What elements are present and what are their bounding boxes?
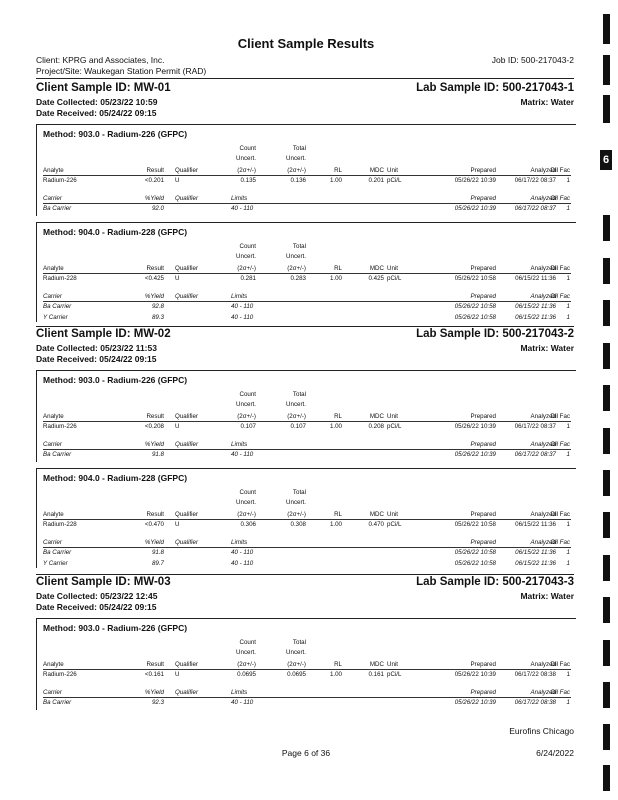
cell-prepared: Prepared (470, 265, 496, 272)
cell-result: Result (146, 413, 164, 420)
cell-unit: pCi/L (387, 423, 402, 430)
cell-mdc: MDC (369, 265, 384, 272)
cell-total: Total (292, 391, 306, 398)
cell-count: Uncert. (236, 155, 256, 162)
cell-analyzed: 06/15/22 11:36 (515, 549, 556, 556)
matrix: Matrix: Water (520, 591, 574, 601)
cell-rl: 1.00 (329, 671, 342, 678)
cell-unit: pCi/L (387, 521, 402, 528)
cell-analyzed: Analyzed (530, 441, 556, 448)
tab-marker (603, 470, 610, 496)
tab-marker (603, 555, 610, 581)
cell-analyzed: 06/15/22 11:36 (515, 275, 556, 282)
cell-count: Count (239, 489, 256, 496)
cell-total: 0.308 (290, 521, 306, 528)
cell-prepared: 05/26/22 10:39 (454, 671, 496, 678)
cell-analyzed: 06/17/22 08:38 (514, 699, 556, 706)
cell-unit: Unit (387, 511, 399, 518)
cell-rl: RL (334, 413, 342, 420)
cell-qualifier: Qualifier (175, 413, 199, 420)
cell-analyte: Radium-226 (43, 423, 77, 430)
cell-analyte: Carrier (43, 539, 62, 546)
project-site: Project/Site: Waukegan Station Permit (RAD) (36, 66, 207, 76)
footer-date: 6/24/2022 (536, 748, 574, 758)
cell-result: 89.7 (151, 560, 164, 567)
cell-count: (2σ+/-) (237, 511, 256, 518)
cell-mdc: MDC (369, 167, 384, 174)
cell-total: (2σ+/-) (287, 265, 306, 272)
cell-rl: 1.00 (329, 423, 342, 430)
cell-total: Uncert. (286, 253, 306, 260)
cell-analyzed: 06/15/22 11:36 (515, 314, 556, 321)
tab-marker (603, 640, 610, 666)
cell-mdc: 0.470 (368, 521, 384, 528)
cell-count: Limits (231, 539, 248, 546)
cell-count: Uncert. (236, 499, 256, 506)
cell-total: 0.283 (290, 275, 306, 282)
method-title: Method: 903.0 - Radium-226 (GFPC) (43, 623, 188, 633)
cell-result: %Yield (144, 689, 164, 696)
cell-prepared: 05/26/22 10:58 (454, 521, 496, 528)
cell-total: (2σ+/-) (287, 413, 306, 420)
cell-prepared: Prepared (470, 413, 496, 420)
page-title: Client Sample Results (237, 36, 375, 51)
cell-total: (2σ+/-) (287, 511, 306, 518)
carrier-rule (43, 203, 571, 204)
method-block (36, 618, 576, 710)
cell-result: %Yield (144, 293, 164, 300)
cell-prepared: 05/26/22 10:39 (454, 699, 496, 706)
cell-qualifier: Qualifier (175, 539, 199, 546)
cell-mdc: MDC (369, 661, 384, 668)
cell-analyzed: 06/17/22 08:37 (514, 423, 556, 430)
cell-rl: RL (334, 661, 342, 668)
cell-analyzed: Analyzed (530, 539, 556, 546)
cell-count: (2σ+/-) (237, 265, 256, 272)
cell-mdc: 0.425 (368, 275, 384, 282)
cell-count: Limits (231, 293, 248, 300)
cell-analyte: Ba Carrier (43, 451, 72, 458)
cell-dil: Dil Fac (550, 661, 570, 668)
cell-mdc: 0.161 (368, 671, 384, 678)
cell-dil: Dil Fac (550, 539, 570, 546)
cell-prepared: 05/26/22 10:58 (454, 275, 496, 282)
tab-marker (603, 428, 610, 454)
client-name: Client: KPRG and Associates, Inc. (36, 55, 165, 65)
cell-total: Uncert. (286, 401, 306, 408)
carrier-rule (43, 697, 571, 698)
cell-count: Uncert. (236, 253, 256, 260)
cell-qualifier: Qualifier (175, 195, 199, 202)
cell-rl: 1.00 (329, 275, 342, 282)
cell-analyte: Analyte (43, 413, 64, 420)
section-tab-number: 6 (600, 150, 612, 170)
cell-analyte: Carrier (43, 441, 62, 448)
cell-result: 92.0 (151, 205, 164, 212)
cell-total: Total (292, 639, 306, 646)
cell-qualifier: Qualifier (175, 689, 199, 696)
cell-dil: 1 (566, 423, 570, 430)
cell-result: <0.161 (144, 671, 164, 678)
cell-analyzed: Analyzed (530, 511, 556, 518)
cell-dil: 1 (566, 177, 570, 184)
cell-rl: RL (334, 167, 342, 174)
cell-result: 92.3 (151, 699, 164, 706)
cell-analyzed: 06/17/22 08:38 (514, 671, 556, 678)
client-sample-id: Client Sample ID: MW-01 (36, 82, 171, 94)
sample-divider (36, 326, 574, 327)
cell-count: (2σ+/-) (237, 167, 256, 174)
cell-dil: Dil Fac (550, 413, 570, 420)
cell-mdc: 0.208 (368, 423, 384, 430)
cell-rl: RL (334, 511, 342, 518)
cell-prepared: Prepared (470, 689, 496, 696)
footer-page-number: Page 6 of 36 (281, 748, 331, 758)
method-block (36, 468, 576, 568)
cell-result: 91.8 (151, 549, 164, 556)
carrier-rule (43, 449, 571, 450)
cell-count: 0.281 (240, 275, 256, 282)
cell-count: 0.107 (240, 423, 256, 430)
cell-analyzed: 06/17/22 08:37 (514, 205, 556, 212)
cell-rl: 1.00 (329, 177, 342, 184)
cell-analyzed: 06/15/22 11:36 (515, 303, 556, 310)
cell-qualifier: U (175, 521, 180, 528)
method-title: Method: 904.0 - Radium-228 (GFPC) (43, 227, 188, 237)
cell-mdc: 0.201 (368, 177, 384, 184)
cell-prepared: Prepared (470, 195, 496, 202)
cell-dil: 1 (566, 451, 570, 458)
cell-total: (2σ+/-) (287, 661, 306, 668)
footer-company: Eurofins Chicago (509, 726, 574, 736)
cell-prepared: Prepared (470, 539, 496, 546)
cell-dil: 1 (566, 521, 570, 528)
cell-count: Limits (231, 441, 248, 448)
cell-unit: pCi/L (387, 177, 402, 184)
method-block (36, 222, 576, 322)
cell-prepared: Prepared (470, 441, 496, 448)
cell-count: 0.306 (240, 521, 256, 528)
cell-total: Uncert. (286, 649, 306, 656)
cell-prepared: Prepared (470, 167, 496, 174)
lab-sample-id: Lab Sample ID: 500-217043-3 (416, 576, 574, 588)
cell-prepared: Prepared (470, 661, 496, 668)
cell-total: (2σ+/-) (287, 167, 306, 174)
cell-count: Count (239, 391, 256, 398)
tab-marker (603, 597, 610, 623)
tab-marker (603, 385, 610, 411)
cell-dil: 1 (566, 275, 570, 282)
cell-analyte: Y Carrier (43, 314, 68, 321)
tab-marker (603, 14, 610, 44)
cell-analyte: Y Carrier (43, 560, 68, 567)
cell-dil: 1 (566, 671, 570, 678)
method-block (36, 370, 576, 462)
cell-prepared: 05/26/22 10:58 (454, 549, 496, 556)
cell-mdc: MDC (369, 511, 384, 518)
tab-marker (603, 512, 610, 538)
tab-marker (603, 343, 610, 369)
cell-total: Total (292, 489, 306, 496)
cell-count: 40 - 110 (231, 560, 254, 567)
header-rule (43, 273, 571, 274)
cell-result: %Yield (144, 441, 164, 448)
method-title: Method: 904.0 - Radium-228 (GFPC) (43, 473, 188, 483)
date-collected: Date Collected: 05/23/22 11:53 (36, 343, 157, 353)
cell-count: 40 - 110 (231, 205, 254, 212)
cell-qualifier: Qualifier (175, 661, 199, 668)
cell-dil: Dil Fac (550, 195, 570, 202)
cell-count: (2σ+/-) (237, 413, 256, 420)
cell-result: Result (146, 661, 164, 668)
date-received: Date Received: 05/24/22 09:15 (36, 602, 157, 612)
cell-analyte: Ba Carrier (43, 205, 72, 212)
cell-analyzed: 06/15/22 11:36 (515, 521, 556, 528)
cell-unit: Unit (387, 661, 399, 668)
method-title: Method: 903.0 - Radium-226 (GFPC) (43, 375, 188, 385)
cell-analyte: Analyte (43, 167, 64, 174)
cell-dil: Dil Fac (550, 167, 570, 174)
job-id: Job ID: 500-217043-2 (491, 55, 574, 65)
cell-analyzed: 06/17/22 08:37 (514, 177, 556, 184)
cell-total: 0.107 (290, 423, 306, 430)
cell-total: 0.0695 (287, 671, 306, 678)
cell-dil: 1 (566, 303, 570, 310)
cell-count: Limits (231, 195, 248, 202)
cell-unit: Unit (387, 413, 399, 420)
cell-result: Result (146, 511, 164, 518)
cell-qualifier: U (175, 275, 180, 282)
cell-analyte: Radium-228 (43, 521, 77, 528)
sample-header (36, 328, 574, 366)
cell-count: Uncert. (236, 649, 256, 656)
date-received: Date Received: 05/24/22 09:15 (36, 354, 157, 364)
header-divider (36, 78, 574, 79)
cell-count: Count (239, 145, 256, 152)
date-collected: Date Collected: 05/23/22 10:59 (36, 97, 158, 107)
tab-marker (603, 724, 610, 750)
cell-dil: Dil Fac (550, 265, 570, 272)
matrix: Matrix: Water (520, 343, 574, 353)
cell-count: (2σ+/-) (237, 661, 256, 668)
cell-prepared: 05/26/22 10:39 (454, 177, 496, 184)
cell-dil: Dil Fac (550, 441, 570, 448)
sample-header (36, 82, 574, 120)
cell-analyzed: Analyzed (530, 413, 556, 420)
cell-count: 0.0695 (237, 671, 256, 678)
cell-total: Uncert. (286, 499, 306, 506)
matrix: Matrix: Water (520, 97, 574, 107)
cell-qualifier: U (175, 671, 180, 678)
cell-dil: Dil Fac (550, 511, 570, 518)
cell-analyte: Carrier (43, 293, 62, 300)
lab-sample-id: Lab Sample ID: 500-217043-1 (416, 82, 574, 94)
cell-unit: Unit (387, 265, 399, 272)
cell-prepared: Prepared (470, 511, 496, 518)
cell-dil: Dil Fac (550, 293, 570, 300)
cell-prepared: Prepared (470, 293, 496, 300)
cell-count: Count (239, 243, 256, 250)
cell-count: Limits (231, 689, 248, 696)
client-sample-id: Client Sample ID: MW-03 (36, 576, 171, 588)
cell-dil: 1 (566, 560, 570, 567)
lab-sample-id: Lab Sample ID: 500-217043-2 (416, 328, 574, 340)
cell-qualifier: U (175, 177, 180, 184)
cell-analyzed: Analyzed (530, 195, 556, 202)
cell-prepared: 05/26/22 10:58 (454, 303, 496, 310)
cell-count: 40 - 110 (231, 451, 254, 458)
cell-unit: pCi/L (387, 275, 402, 282)
cell-qualifier: Qualifier (175, 441, 199, 448)
tab-marker (603, 215, 610, 241)
carrier-rule (43, 301, 571, 302)
cell-count: 40 - 110 (231, 303, 254, 310)
tab-marker (603, 95, 610, 123)
cell-analyzed: Analyzed (530, 265, 556, 272)
cell-count: 40 - 110 (231, 549, 254, 556)
cell-mdc: MDC (369, 413, 384, 420)
cell-qualifier: Qualifier (175, 265, 199, 272)
carrier-rule (43, 547, 571, 548)
sample-divider (36, 574, 574, 575)
cell-prepared: 05/26/22 10:58 (454, 314, 496, 321)
cell-total: Total (292, 145, 306, 152)
header-rule (43, 669, 571, 670)
cell-qualifier: Qualifier (175, 167, 199, 174)
cell-dil: 1 (566, 549, 570, 556)
tab-marker (603, 682, 610, 708)
cell-analyte: Carrier (43, 689, 62, 696)
cell-total: Total (292, 243, 306, 250)
cell-count: 0.135 (240, 177, 256, 184)
cell-analyte: Analyte (43, 511, 64, 518)
cell-prepared: 05/26/22 10:58 (454, 560, 496, 567)
cell-rl: RL (334, 265, 342, 272)
method-title: Method: 903.0 - Radium-226 (GFPC) (43, 129, 188, 139)
cell-analyte: Ba Carrier (43, 549, 72, 556)
cell-result: <0.470 (144, 521, 164, 528)
cell-analyte: Radium-228 (43, 275, 77, 282)
cell-result: Result (146, 265, 164, 272)
cell-analyte: Analyte (43, 265, 64, 272)
cell-total: Uncert. (286, 155, 306, 162)
cell-unit: pCi/L (387, 671, 402, 678)
cell-analyte: Ba Carrier (43, 699, 72, 706)
cell-dil: 1 (566, 205, 570, 212)
cell-count: Count (239, 639, 256, 646)
sample-header (36, 576, 574, 614)
cell-analyte: Ba Carrier (43, 303, 72, 310)
cell-analyte: Radium-226 (43, 671, 77, 678)
cell-count: 40 - 110 (231, 314, 254, 321)
client-sample-id: Client Sample ID: MW-02 (36, 328, 171, 340)
tab-marker (603, 258, 610, 284)
cell-rl: 1.00 (329, 521, 342, 528)
cell-analyzed: 06/17/22 08:37 (514, 451, 556, 458)
cell-analyte: Carrier (43, 195, 62, 202)
cell-count: 40 - 110 (231, 699, 254, 706)
cell-prepared: 05/26/22 10:39 (454, 205, 496, 212)
cell-total: 0.136 (290, 177, 306, 184)
cell-count: Uncert. (236, 401, 256, 408)
cell-dil: Dil Fac (550, 689, 570, 696)
tab-marker (603, 765, 610, 791)
method-block (36, 124, 576, 216)
cell-dil: 1 (566, 699, 570, 706)
cell-analyzed: Analyzed (530, 689, 556, 696)
cell-analyzed: Analyzed (530, 167, 556, 174)
cell-analyzed: Analyzed (530, 293, 556, 300)
cell-analyte: Analyte (43, 661, 64, 668)
cell-result: <0.425 (144, 275, 164, 282)
cell-unit: Unit (387, 167, 399, 174)
cell-prepared: 05/26/22 10:39 (454, 451, 496, 458)
date-collected: Date Collected: 05/23/22 12:45 (36, 591, 158, 601)
cell-qualifier: Qualifier (175, 293, 199, 300)
date-received: Date Received: 05/24/22 09:15 (36, 108, 157, 118)
cell-result: 92.8 (151, 303, 164, 310)
header-rule (43, 175, 571, 176)
cell-analyzed: Analyzed (530, 661, 556, 668)
cell-prepared: 05/26/22 10:39 (454, 423, 496, 430)
cell-qualifier: U (175, 423, 180, 430)
tab-marker (603, 300, 610, 326)
cell-result: <0.208 (144, 423, 164, 430)
cell-result: Result (146, 167, 164, 174)
header-rule (43, 421, 571, 422)
cell-analyzed: 06/15/22 11:36 (515, 560, 556, 567)
cell-dil: 1 (566, 314, 570, 321)
cell-qualifier: Qualifier (175, 511, 199, 518)
cell-result: <0.201 (144, 177, 164, 184)
cell-result: 89.3 (151, 314, 164, 321)
cell-analyte: Radium-226 (43, 177, 77, 184)
cell-result: %Yield (144, 195, 164, 202)
tab-marker (603, 55, 610, 85)
header-rule (43, 519, 571, 520)
cell-result: %Yield (144, 539, 164, 546)
cell-result: 91.8 (151, 451, 164, 458)
